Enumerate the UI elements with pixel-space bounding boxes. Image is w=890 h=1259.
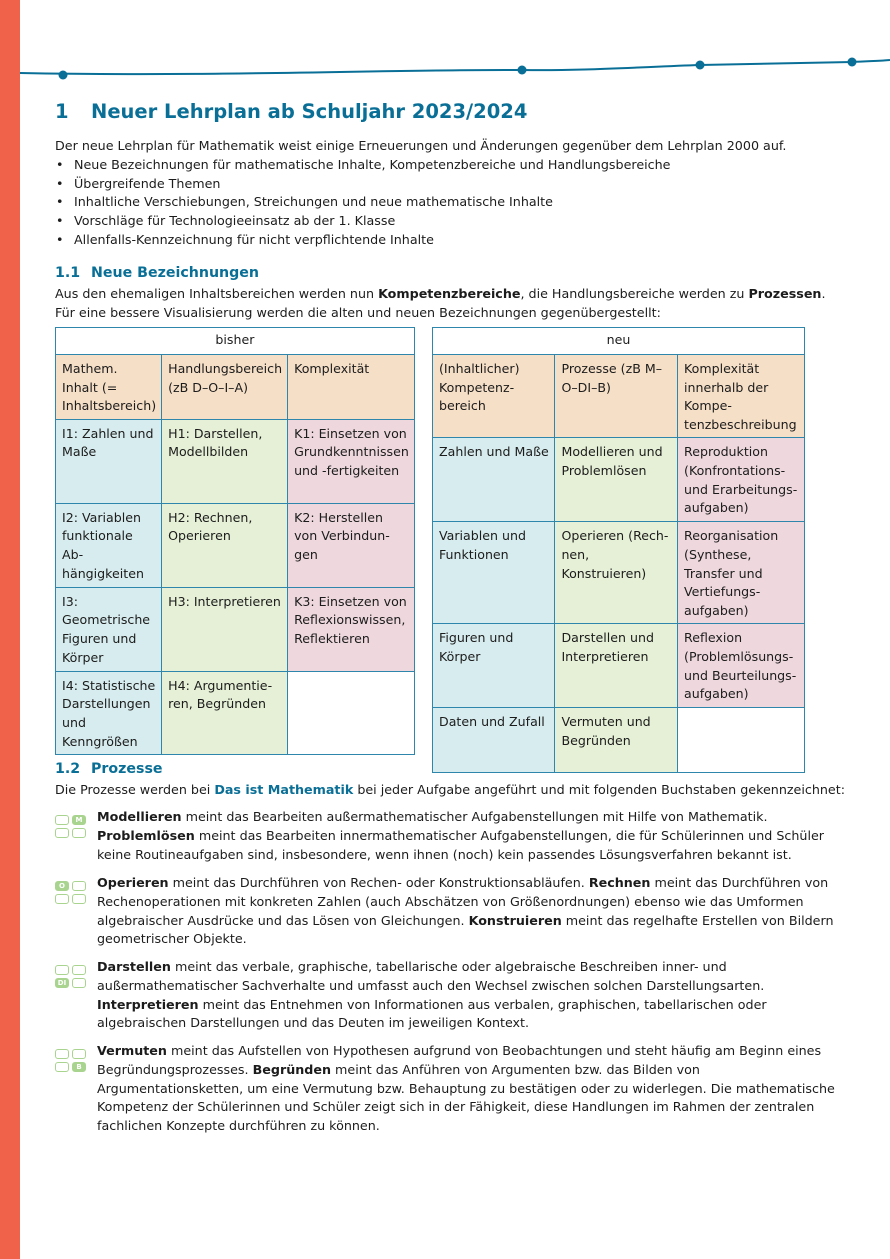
paragraph: Problemlösen meint das Bearbeiten innermathematischer Aufgabenstellungen, die für Schülerinnen und Schüler keine Routineaufgaben sind, insbesondere, wenn ihnen (noch) kein passendes Lösungsverfahren bekannt ist. [97,827,825,862]
icon-cell-active: M [72,815,86,825]
column-header: Komplexität [288,355,415,420]
icon-cell [55,1062,69,1072]
table-cell: Variablen und Funktionen [433,522,555,624]
table-cell: I1: Zahlen und Maße [56,419,162,503]
process-darstellen-icon [55,965,89,991]
process-operieren-icon [55,881,89,907]
process-darstellen-text: Darstellen meint das verbale, graphische, tabellarische oder algebraische Beschreiben inner- und außermathematischer Sachverhalte und umfasst auch den Wechsel zwischen solchen Darstellungsarten. Interpretieren meint das Entnehmen von Informationen aus verbalen, graphischen, tabellarischen oder algebraischen Darstellungen und das Deuten im jeweiligen Kontext. [97,959,767,1031]
icon-cell [72,894,86,904]
table-cell: Darstellen und Interpretieren [555,624,678,708]
column-header: (Inhaltlicher) Kompetenzbereich [433,355,555,438]
table-cell: Zahlen und Maße [433,438,555,522]
icon-cell-active: B [72,1062,86,1072]
table-cell: K2: Herstellen von Verbindungen [288,503,415,587]
section-1-2-heading [55,761,163,777]
section-number: 1.2 [55,761,81,777]
decorative-sidebar [0,0,20,1259]
table-cell [678,708,805,773]
section-number: 1 [55,100,69,123]
process-begruenden-text: Vermuten meint das Aufstellen von Hypothesen aufgrund von Beobachtungen und steht häufig am Beginn eines Begründungsprozesses. Begründen meint das Anführen von Argumenten bzw. das Bilden von Argumentationsketten, um eine Vermutung bzw. Behauptung zu bestätigen oder zu widerlegen. Die mathematische Kompetenz der Schülerinnen und Schüler zeigt sich in der Fähigkeit, diese Handlungen im Rahmen der zentralen fachlichen Konzepte durchführen zu können. [97,1043,835,1134]
icon-cell [72,978,86,988]
section-1-1-heading [55,265,259,281]
decorative-wave-line [20,55,890,85]
icon-cell [55,815,69,825]
table-cell: Reproduktion (Konfrontations- und Erarbeitungsaufgaben) [678,438,805,522]
process-modellieren-text [97,808,837,864]
intro-paragraph: Der neue Lehrplan für Mathematik weist einige Erneuerungen und Änderungen gegenüber dem Lehrplan 2000 auf. [55,138,787,153]
table-cell: Figuren und Körper [433,624,555,708]
icon-cell [72,881,86,891]
brand-name: Das ist Mathematik [214,782,354,797]
table-cell: I2: Variablen funktionale Abhängigkeiten [56,503,162,587]
column-header: Mathem. Inhalt (= Inhaltsbereich) [56,355,162,420]
section-title: Prozesse [91,761,163,777]
process-modellieren-icon [55,815,89,841]
icon-cell-active: DI [55,978,69,988]
list-item: • Allenfalls-Kennzeichnung für nicht verpflichtende Inhalte [55,231,835,250]
table-cell: K3: Einsetzen von Reflexionswissen, Reflektieren [288,587,415,671]
paragraph: Modellieren meint das Bearbeiten außermathematischer Aufgabenstellungen mit Hilfe von Mathematik. [97,809,768,824]
paragraph: Für eine bessere Visualisierung werden die alten und neuen Bezeichnungen gegenübergestellt: [55,304,661,320]
table-cell [288,671,415,754]
icon-cell [72,965,86,975]
column-header: Handlungsbereich (zB D–O–I–A) [162,355,288,420]
section-1-1-text [55,285,845,323]
section-number: 1.1 [55,265,81,281]
table-cell: H3: Interpretieren [162,587,288,671]
table-new-terms [432,327,805,773]
icon-cell [72,1049,86,1059]
process-operieren-text: Operieren meint das Durchführen von Rechen- oder Konstruktionsabläufen. Rechnen meint das Durchführen von Rechenoperationen mit konkreten Zahlen (auch Abschätzen von Größenordnungen) ebenso wie das Umformen algebraischer Ausdrücke und das Lösen von Gleichungen. Konstruieren meint das regelhafte Erstellen von Bildern geometrischer Objekte. [97,875,834,947]
table-old-terms [55,327,415,755]
section-1-intro [55,137,835,250]
list-item: • Übergreifende Themen [55,175,835,194]
paragraph: Aus den ehemaligen Inhaltsbereichen werden nun Kompetenzbereiche, die Handlungsbereiche werden zu Prozessen. [55,286,826,301]
icon-cell [55,965,69,975]
table-cell: Modellieren und Problemlösen [555,438,678,522]
column-header: Prozesse (zB M–O–DI–B) [555,355,678,438]
table-cell: Reorganisation (Synthese, Transfer und Vertiefungsaufgaben) [678,522,805,624]
table-cell: H1: Darstellen, Modellbilden [162,419,288,503]
table-header: neu [433,328,805,355]
table-cell: Vermuten und Begründen [555,708,678,773]
icon-cell [55,828,69,838]
column-header: Komplexität innerhalb der Kompetenzbeschreibung [678,355,805,438]
icon-cell-active: O [55,881,69,891]
list-item: • Vorschläge für Technologieeinsatz ab der 1. Klasse [55,212,835,231]
table-cell: I3: Geometrische Figuren und Körper [56,587,162,671]
section-title: Neuer Lehrplan ab Schuljahr 2023/2024 [91,100,528,123]
process-begruenden-icon [55,1049,89,1075]
table-cell: H4: Argumentieren, Begründen [162,671,288,754]
list-item: • Neue Bezeichnungen für mathematische Inhalte, Kompetenzbereiche und Handlungsbereiche [55,156,835,175]
table-cell: Daten und Zufall [433,708,555,773]
table-cell: Operieren (Rechnen, Konstruieren) [555,522,678,624]
section-1-heading [55,100,527,123]
change-list [55,156,835,250]
table-cell: K1: Einsetzen von Grundkenntnissen und -fertigkeiten [288,419,415,503]
table-cell: Reflexion (Problemlösungs- und Beurteilungsaufgaben) [678,624,805,708]
section-1-2-intro: Die Prozesse werden bei Das ist Mathematik bei jeder Aufgabe angeführt und mit folgenden Buchstaben gekennzeichnet: [55,782,845,797]
icon-cell [55,894,69,904]
icon-cell [72,828,86,838]
table-header: bisher [56,328,415,355]
icon-cell [55,1049,69,1059]
section-title: Neue Bezeichnungen [91,265,260,281]
table-cell: H2: Rechnen, Operieren [162,503,288,587]
table-cell: I4: Statistische Darstellungen und Kenngrößen [56,671,162,754]
list-item: • Inhaltliche Verschiebungen, Streichungen und neue mathematische Inhalte [55,193,835,212]
